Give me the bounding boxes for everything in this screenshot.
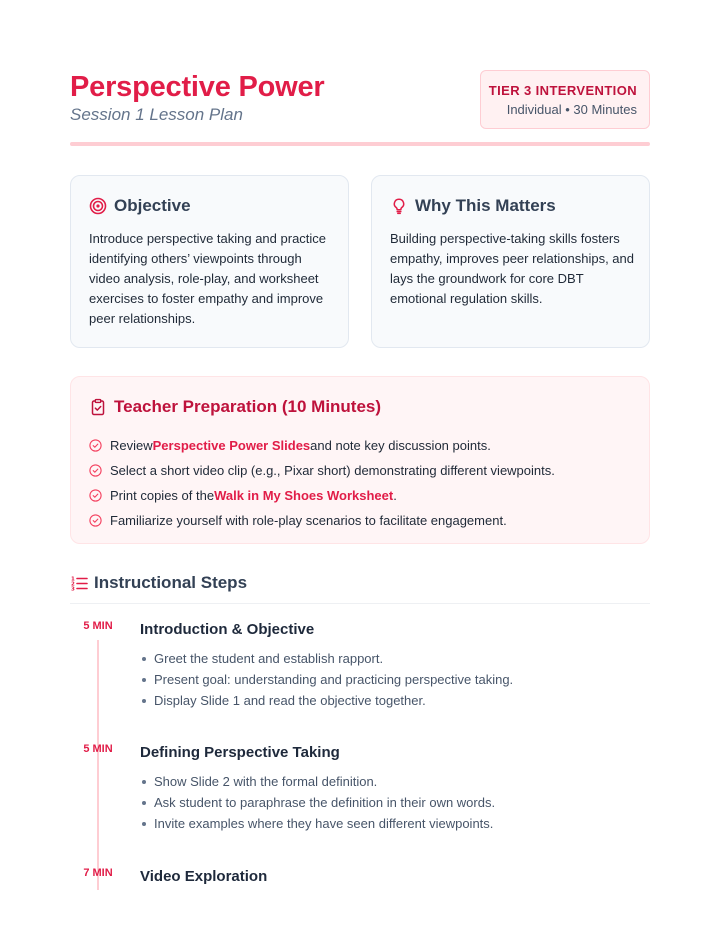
- svg-text:2: 2: [71, 581, 75, 588]
- why-text: Building perspective-taking skills fosters empathy, improves peer relationships, and lays the groundwork for core DBT emotional regulation skills.: [390, 231, 634, 306]
- worksheet-link[interactable]: Walk in My Shoes Worksheet: [214, 488, 394, 503]
- prep-item-text: and note key discussion points.: [310, 438, 491, 453]
- prep-item: [89, 508, 555, 533]
- step-title: Defining Perspective Taking: [140, 744, 340, 761]
- page-title: Perspective Power: [70, 71, 325, 103]
- steps-title: Instructional Steps: [94, 573, 248, 592]
- step-bullet: Present goal: understanding and practicing perspective taking.: [154, 669, 513, 690]
- check-circle-icon: [89, 464, 102, 477]
- step-duration: 5 MIN: [83, 743, 113, 755]
- step-bullet: Display Slide 1 and read the objective together.: [154, 690, 513, 711]
- prep-item: [89, 458, 555, 483]
- objective-heading: [89, 196, 191, 216]
- lightbulb-icon: [390, 197, 408, 215]
- step-bullet: Ask student to paraphrase the definition in their own words.: [154, 792, 495, 813]
- clipboard-check-icon: [89, 398, 107, 416]
- step-duration: 7 MIN: [83, 867, 113, 879]
- svg-text:3: 3: [71, 586, 75, 592]
- prep-item-text: .: [393, 488, 397, 503]
- step-title: Video Exploration: [140, 868, 268, 885]
- step-bullets: [154, 648, 513, 711]
- prep-item: [89, 483, 555, 508]
- tier-detail: Individual • 30 Minutes: [506, 102, 637, 117]
- steps-heading: [70, 573, 247, 593]
- step-bullet: Show Slide 2 with the formal definition.: [154, 771, 495, 792]
- prep-item-text: Review: [110, 438, 153, 453]
- teacher-prep-card: [70, 376, 650, 544]
- objective-card: [70, 175, 349, 348]
- check-circle-icon: [89, 514, 102, 527]
- prep-item-text: Print copies of the: [110, 488, 215, 503]
- tier-badge: [480, 70, 650, 129]
- header-divider: [70, 142, 650, 146]
- objective-text: Introduce perspective taking and practice identifying others’ viewpoints through video analysis, role-play, and worksheet exercises to foster empathy and improve peer relationships.: [89, 231, 327, 326]
- step-duration: 5 MIN: [83, 620, 113, 632]
- prep-checklist: [89, 433, 555, 533]
- why-card: [371, 175, 650, 348]
- step-bullet: Greet the student and establish rapport.: [154, 648, 513, 669]
- tier-label: TIER 3 INTERVENTION: [488, 83, 637, 98]
- check-circle-icon: [89, 489, 102, 502]
- target-icon: [89, 197, 107, 215]
- prep-item: [89, 433, 555, 458]
- why-heading: [390, 196, 556, 216]
- step-bullet: Invite examples where they have seen different viewpoints.: [154, 813, 495, 834]
- objective-title: Objective: [114, 196, 191, 215]
- svg-text:1: 1: [71, 576, 75, 583]
- why-title: Why This Matters: [415, 196, 556, 215]
- page-subtitle: Session 1 Lesson Plan: [70, 105, 243, 124]
- prep-item-text: Select a short video clip (e.g., Pixar short) demonstrating different viewpoints.: [110, 463, 555, 478]
- timeline-line: [97, 640, 99, 890]
- check-circle-icon: [89, 439, 102, 452]
- steps-divider: [70, 603, 650, 604]
- prep-heading: [89, 397, 381, 417]
- list-ordered-icon: [70, 574, 88, 592]
- page-header: [70, 70, 650, 146]
- step-bullets: [154, 771, 495, 834]
- step-title: Introduction & Objective: [140, 621, 315, 638]
- prep-item-text: Familiarize yourself with role-play scenarios to facilitate engagement.: [110, 513, 507, 528]
- slides-link[interactable]: Perspective Power Slides: [152, 438, 311, 453]
- prep-title: Teacher Preparation (10 Minutes): [114, 397, 382, 416]
